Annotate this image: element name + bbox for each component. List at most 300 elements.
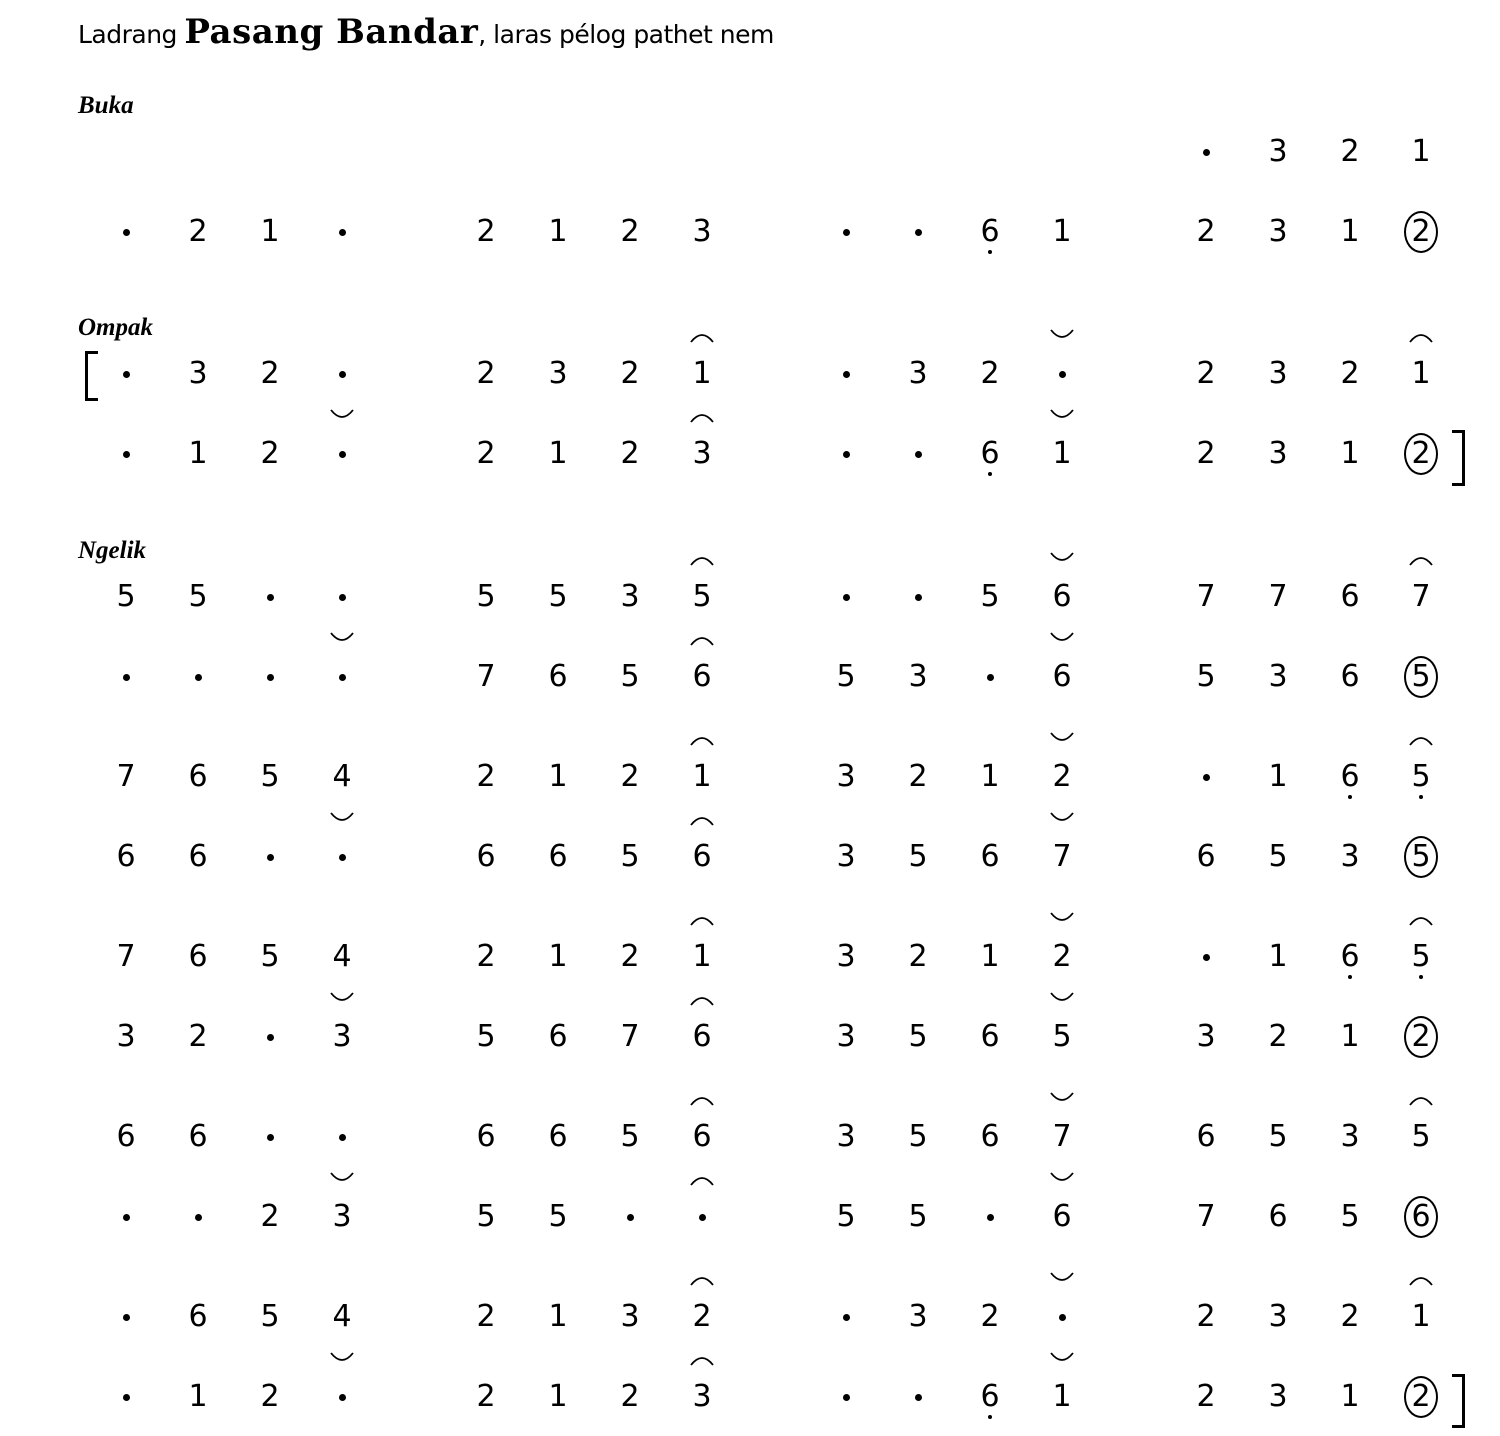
gong-suwukan-mark bbox=[1408, 1093, 1434, 1107]
low-octave-dot bbox=[988, 472, 992, 476]
note-digit: 6 bbox=[548, 839, 568, 874]
note-digit: 3 bbox=[1268, 356, 1288, 391]
gong-suwukan-mark bbox=[689, 1273, 715, 1287]
note-digit: 3 bbox=[836, 1019, 856, 1054]
rest-dot bbox=[178, 1197, 218, 1237]
rest-dot-mark bbox=[267, 1034, 274, 1041]
note-digit: 1 bbox=[1411, 1299, 1431, 1334]
note bbox=[106, 1117, 146, 1157]
note bbox=[178, 212, 218, 252]
low-octave-dot bbox=[1348, 975, 1352, 979]
note bbox=[250, 757, 290, 797]
gong-suwukan-mark bbox=[689, 330, 715, 344]
note bbox=[610, 937, 650, 977]
note-digit: 2 bbox=[620, 759, 640, 794]
note bbox=[970, 1377, 1010, 1417]
note-digit: 5 bbox=[188, 579, 208, 614]
gong-suwukan-mark bbox=[689, 813, 715, 827]
rest-dot bbox=[970, 1197, 1010, 1237]
note-digit: 3 bbox=[692, 214, 712, 249]
note-digit: 7 bbox=[1411, 579, 1431, 614]
note-digit: 2 bbox=[1411, 436, 1431, 471]
note bbox=[1330, 132, 1370, 172]
note bbox=[250, 937, 290, 977]
tuning-label: , laras pélog pathet nem bbox=[478, 20, 774, 49]
note bbox=[1258, 212, 1298, 252]
note-digit: 7 bbox=[1052, 839, 1072, 874]
note-digit: 6 bbox=[980, 1119, 1000, 1154]
note-digit: 1 bbox=[548, 1379, 568, 1414]
rest-dot-mark bbox=[699, 1214, 706, 1221]
note-digit: 6 bbox=[1340, 579, 1360, 614]
note-digit: 3 bbox=[836, 759, 856, 794]
note-digit: 3 bbox=[1268, 1379, 1288, 1414]
note bbox=[610, 1377, 650, 1417]
note bbox=[826, 757, 866, 797]
note bbox=[466, 1377, 506, 1417]
note-digit: 3 bbox=[836, 839, 856, 874]
repeat-open-bracket bbox=[85, 351, 98, 401]
rest-dot-mark bbox=[123, 1394, 130, 1401]
gong-suwukan-mark bbox=[1408, 733, 1434, 747]
form-label: Ladrang bbox=[78, 20, 185, 49]
note-digit: 2 bbox=[1411, 214, 1431, 249]
note-digit: 2 bbox=[1052, 759, 1072, 794]
note bbox=[898, 657, 938, 697]
note bbox=[1042, 757, 1082, 797]
note-digit: 2 bbox=[260, 1199, 280, 1234]
note bbox=[1330, 937, 1370, 977]
rest-dot bbox=[250, 837, 290, 877]
note bbox=[898, 1297, 938, 1337]
rest-dot bbox=[1186, 757, 1226, 797]
note-digit: 6 bbox=[980, 436, 1000, 471]
note bbox=[1258, 657, 1298, 697]
note bbox=[970, 577, 1010, 617]
note bbox=[1186, 1297, 1226, 1337]
note bbox=[826, 657, 866, 697]
note-digit: 3 bbox=[1268, 659, 1288, 694]
note bbox=[250, 1297, 290, 1337]
note bbox=[1258, 1297, 1298, 1337]
note-digit: 3 bbox=[1340, 839, 1360, 874]
note-digit: 5 bbox=[476, 1199, 496, 1234]
note bbox=[466, 354, 506, 394]
note bbox=[1401, 757, 1441, 797]
note-digit: 7 bbox=[116, 939, 136, 974]
gong-suwukan-mark bbox=[1408, 1273, 1434, 1287]
note bbox=[970, 1297, 1010, 1337]
note bbox=[970, 1117, 1010, 1157]
note-digit: 3 bbox=[692, 436, 712, 471]
gong-note bbox=[1401, 1017, 1441, 1057]
rest-dot bbox=[1042, 354, 1082, 394]
note-digit: 5 bbox=[1268, 839, 1288, 874]
note bbox=[1258, 757, 1298, 797]
note bbox=[898, 757, 938, 797]
note-digit: 2 bbox=[620, 1379, 640, 1414]
note bbox=[1330, 837, 1370, 877]
rest-dot bbox=[250, 657, 290, 697]
note bbox=[466, 937, 506, 977]
note bbox=[1258, 1117, 1298, 1157]
gong-circle bbox=[1404, 1196, 1438, 1238]
note-digit: 5 bbox=[1411, 939, 1431, 974]
rest-dot-mark bbox=[123, 674, 130, 681]
note-digit: 6 bbox=[1340, 659, 1360, 694]
note-digit: 7 bbox=[1196, 579, 1216, 614]
note-digit: 1 bbox=[980, 759, 1000, 794]
note-digit: 3 bbox=[836, 1119, 856, 1154]
rest-dot-mark bbox=[123, 371, 130, 378]
rest-dot bbox=[898, 1377, 938, 1417]
rest-dot bbox=[106, 1297, 146, 1337]
rest-dot bbox=[826, 354, 866, 394]
rest-dot bbox=[106, 1377, 146, 1417]
note-digit: 6 bbox=[1411, 1199, 1431, 1234]
rest-dot-mark bbox=[339, 371, 346, 378]
note-digit: 6 bbox=[188, 939, 208, 974]
note bbox=[1186, 657, 1226, 697]
note bbox=[610, 354, 650, 394]
rest-dot-mark bbox=[123, 1314, 130, 1321]
gong-suwukan-mark bbox=[689, 993, 715, 1007]
note-digit: 5 bbox=[260, 1299, 280, 1334]
note bbox=[1401, 937, 1441, 977]
kenong-mark bbox=[329, 1171, 355, 1185]
section-label-buka: Buka bbox=[78, 92, 134, 119]
rest-dot-mark bbox=[339, 1134, 346, 1141]
kenong-mark bbox=[1049, 1171, 1075, 1185]
kenong-mark bbox=[1049, 1351, 1075, 1365]
note-digit: 6 bbox=[1052, 1199, 1072, 1234]
gong-note bbox=[1401, 1377, 1441, 1417]
note bbox=[1186, 434, 1226, 474]
gong-suwukan-mark bbox=[689, 410, 715, 424]
note-digit: 6 bbox=[1196, 839, 1216, 874]
note-digit: 6 bbox=[1268, 1199, 1288, 1234]
note bbox=[1258, 132, 1298, 172]
note bbox=[538, 212, 578, 252]
note bbox=[178, 757, 218, 797]
note-digit: 3 bbox=[908, 1299, 928, 1334]
note bbox=[178, 937, 218, 977]
note bbox=[106, 837, 146, 877]
gong-note bbox=[1401, 434, 1441, 474]
rest-dot-mark bbox=[915, 451, 922, 458]
note-digit: 5 bbox=[476, 1019, 496, 1054]
note-digit: 2 bbox=[908, 939, 928, 974]
gong-suwukan-mark bbox=[689, 1093, 715, 1107]
note-digit: 6 bbox=[116, 1119, 136, 1154]
note-digit: 1 bbox=[692, 759, 712, 794]
note-digit: 2 bbox=[1196, 436, 1216, 471]
note-digit: 3 bbox=[1268, 1299, 1288, 1334]
note bbox=[322, 1197, 362, 1237]
note-digit: 2 bbox=[1196, 1299, 1216, 1334]
rest-dot bbox=[322, 1117, 362, 1157]
note bbox=[1330, 1197, 1370, 1237]
note-digit: 6 bbox=[188, 759, 208, 794]
note-digit: 7 bbox=[620, 1019, 640, 1054]
note-digit: 1 bbox=[1052, 436, 1072, 471]
note-digit: 5 bbox=[908, 1019, 928, 1054]
note-digit: 3 bbox=[1268, 436, 1288, 471]
rest-dot-mark bbox=[123, 1214, 130, 1221]
note-digit: 2 bbox=[980, 1299, 1000, 1334]
note-digit: 1 bbox=[1340, 436, 1360, 471]
note bbox=[1042, 1197, 1082, 1237]
note-digit: 2 bbox=[1268, 1019, 1288, 1054]
note-digit: 1 bbox=[1411, 134, 1431, 169]
note bbox=[682, 937, 722, 977]
gong-circle bbox=[1404, 211, 1438, 253]
rest-dot bbox=[322, 577, 362, 617]
note bbox=[466, 212, 506, 252]
note-digit: 6 bbox=[188, 1299, 208, 1334]
gong-note bbox=[1401, 657, 1441, 697]
note bbox=[106, 577, 146, 617]
gong-suwukan-mark bbox=[689, 733, 715, 747]
note-digit: 2 bbox=[620, 939, 640, 974]
note bbox=[1258, 837, 1298, 877]
note-digit: 5 bbox=[908, 839, 928, 874]
note-digit: 7 bbox=[1196, 1199, 1216, 1234]
gong-circle bbox=[1404, 836, 1438, 878]
note-digit: 1 bbox=[188, 1379, 208, 1414]
rest-dot-mark bbox=[267, 1134, 274, 1141]
note bbox=[1330, 1117, 1370, 1157]
rest-dot bbox=[898, 212, 938, 252]
low-octave-dot bbox=[988, 1415, 992, 1419]
note-digit: 7 bbox=[116, 759, 136, 794]
low-octave-dot bbox=[1348, 795, 1352, 799]
gong-note bbox=[1401, 1197, 1441, 1237]
note-digit: 5 bbox=[476, 579, 496, 614]
rest-dot bbox=[106, 212, 146, 252]
note bbox=[682, 1117, 722, 1157]
note-digit: 6 bbox=[188, 839, 208, 874]
note-digit: 1 bbox=[1340, 214, 1360, 249]
note-digit: 2 bbox=[620, 356, 640, 391]
note bbox=[250, 354, 290, 394]
note bbox=[682, 354, 722, 394]
rest-dot bbox=[250, 1117, 290, 1157]
rest-dot-mark bbox=[915, 1394, 922, 1401]
note-digit: 7 bbox=[1268, 579, 1288, 614]
rest-dot bbox=[106, 657, 146, 697]
rest-dot-mark bbox=[1059, 1314, 1066, 1321]
note bbox=[538, 1297, 578, 1337]
kenong-mark bbox=[1049, 1271, 1075, 1285]
note-digit: 2 bbox=[476, 939, 496, 974]
note-digit: 6 bbox=[692, 1119, 712, 1154]
note-digit: 4 bbox=[332, 939, 352, 974]
note bbox=[826, 837, 866, 877]
note-digit: 4 bbox=[332, 759, 352, 794]
rest-dot-mark bbox=[195, 674, 202, 681]
note bbox=[322, 1297, 362, 1337]
note-digit: 6 bbox=[980, 839, 1000, 874]
note-digit: 3 bbox=[692, 1379, 712, 1414]
note-digit: 6 bbox=[980, 214, 1000, 249]
note-digit: 2 bbox=[1340, 356, 1360, 391]
rest-dot bbox=[826, 1297, 866, 1337]
rest-dot bbox=[322, 657, 362, 697]
note bbox=[1330, 1377, 1370, 1417]
note bbox=[970, 434, 1010, 474]
rest-dot-mark bbox=[123, 229, 130, 236]
note-digit: 2 bbox=[260, 436, 280, 471]
rest-dot-mark bbox=[987, 674, 994, 681]
note bbox=[178, 1017, 218, 1057]
note bbox=[682, 837, 722, 877]
rest-dot-mark bbox=[1203, 954, 1210, 961]
note bbox=[322, 757, 362, 797]
note-digit: 7 bbox=[1052, 1119, 1072, 1154]
note bbox=[1330, 1297, 1370, 1337]
rest-dot bbox=[250, 577, 290, 617]
note bbox=[1042, 577, 1082, 617]
note-digit: 2 bbox=[1340, 1299, 1360, 1334]
gong-suwukan-mark bbox=[689, 1353, 715, 1367]
note bbox=[178, 577, 218, 617]
rest-dot bbox=[682, 1197, 722, 1237]
note bbox=[1330, 212, 1370, 252]
rest-dot-mark bbox=[843, 371, 850, 378]
note-digit: 2 bbox=[1052, 939, 1072, 974]
gong-suwukan-mark bbox=[689, 913, 715, 927]
note-digit: 3 bbox=[620, 579, 640, 614]
rest-dot bbox=[106, 1197, 146, 1237]
note-digit: 6 bbox=[692, 1019, 712, 1054]
note-digit: 2 bbox=[980, 356, 1000, 391]
note bbox=[1042, 1377, 1082, 1417]
note bbox=[1330, 1017, 1370, 1057]
note bbox=[826, 1017, 866, 1057]
rest-dot bbox=[898, 434, 938, 474]
note bbox=[970, 937, 1010, 977]
note bbox=[1042, 937, 1082, 977]
gong-suwukan-mark bbox=[689, 633, 715, 647]
kenong-mark bbox=[329, 1351, 355, 1365]
note-digit: 6 bbox=[548, 659, 568, 694]
note bbox=[1330, 657, 1370, 697]
note-digit: 5 bbox=[620, 1119, 640, 1154]
note bbox=[178, 1117, 218, 1157]
note-digit: 1 bbox=[260, 214, 280, 249]
note bbox=[1330, 757, 1370, 797]
rest-dot-mark bbox=[195, 1214, 202, 1221]
rest-dot-mark bbox=[339, 854, 346, 861]
note-digit: 5 bbox=[1196, 659, 1216, 694]
note bbox=[970, 354, 1010, 394]
note-digit: 3 bbox=[1268, 134, 1288, 169]
note-digit: 2 bbox=[476, 214, 496, 249]
section-label-ngelik: Ngelik bbox=[78, 537, 147, 564]
note bbox=[466, 434, 506, 474]
gong-suwukan-mark bbox=[689, 1173, 715, 1187]
note bbox=[1186, 212, 1226, 252]
note bbox=[538, 1117, 578, 1157]
note bbox=[106, 757, 146, 797]
rest-dot-mark bbox=[915, 229, 922, 236]
note-digit: 3 bbox=[332, 1019, 352, 1054]
note-digit: 4 bbox=[332, 1299, 352, 1334]
note bbox=[466, 577, 506, 617]
kenong-mark bbox=[1049, 731, 1075, 745]
note bbox=[1258, 577, 1298, 617]
note bbox=[1258, 1197, 1298, 1237]
note bbox=[1186, 1197, 1226, 1237]
note bbox=[538, 1377, 578, 1417]
note-digit: 6 bbox=[1340, 759, 1360, 794]
rest-dot bbox=[322, 1377, 362, 1417]
note-digit: 1 bbox=[1268, 939, 1288, 974]
note bbox=[466, 1197, 506, 1237]
note-digit: 3 bbox=[1196, 1019, 1216, 1054]
rest-dot-mark bbox=[123, 451, 130, 458]
rest-dot bbox=[970, 657, 1010, 697]
kenong-mark bbox=[1049, 551, 1075, 565]
gong-suwukan-mark bbox=[1408, 913, 1434, 927]
note bbox=[178, 354, 218, 394]
note-digit: 5 bbox=[692, 579, 712, 614]
note bbox=[682, 657, 722, 697]
note-digit: 3 bbox=[188, 356, 208, 391]
note-digit: 1 bbox=[548, 939, 568, 974]
note bbox=[610, 1117, 650, 1157]
note-digit: 3 bbox=[908, 659, 928, 694]
note bbox=[970, 1017, 1010, 1057]
gong-circle bbox=[1404, 656, 1438, 698]
note-digit: 6 bbox=[1340, 939, 1360, 974]
note bbox=[970, 757, 1010, 797]
note-digit: 6 bbox=[1052, 579, 1072, 614]
rest-dot bbox=[1042, 1297, 1082, 1337]
rest-dot-mark bbox=[339, 451, 346, 458]
note bbox=[538, 657, 578, 697]
note bbox=[826, 937, 866, 977]
note-digit: 5 bbox=[908, 1119, 928, 1154]
rest-dot bbox=[322, 837, 362, 877]
note bbox=[178, 434, 218, 474]
note bbox=[1401, 132, 1441, 172]
note bbox=[538, 577, 578, 617]
note bbox=[1042, 837, 1082, 877]
rest-dot-mark bbox=[843, 1394, 850, 1401]
note bbox=[610, 657, 650, 697]
note bbox=[898, 937, 938, 977]
note bbox=[898, 354, 938, 394]
rest-dot-mark bbox=[843, 594, 850, 601]
rest-dot-mark bbox=[843, 229, 850, 236]
rest-dot bbox=[322, 354, 362, 394]
note bbox=[1186, 1017, 1226, 1057]
note bbox=[178, 1297, 218, 1337]
note-digit: 3 bbox=[908, 356, 928, 391]
note-digit: 6 bbox=[548, 1119, 568, 1154]
rest-dot-mark bbox=[267, 674, 274, 681]
note-digit: 2 bbox=[476, 759, 496, 794]
piece-title bbox=[78, 12, 774, 52]
note bbox=[466, 1117, 506, 1157]
note-digit: 5 bbox=[908, 1199, 928, 1234]
kenong-mark bbox=[1049, 1091, 1075, 1105]
note-digit: 1 bbox=[980, 939, 1000, 974]
note bbox=[610, 1017, 650, 1057]
note-digit: 6 bbox=[188, 1119, 208, 1154]
